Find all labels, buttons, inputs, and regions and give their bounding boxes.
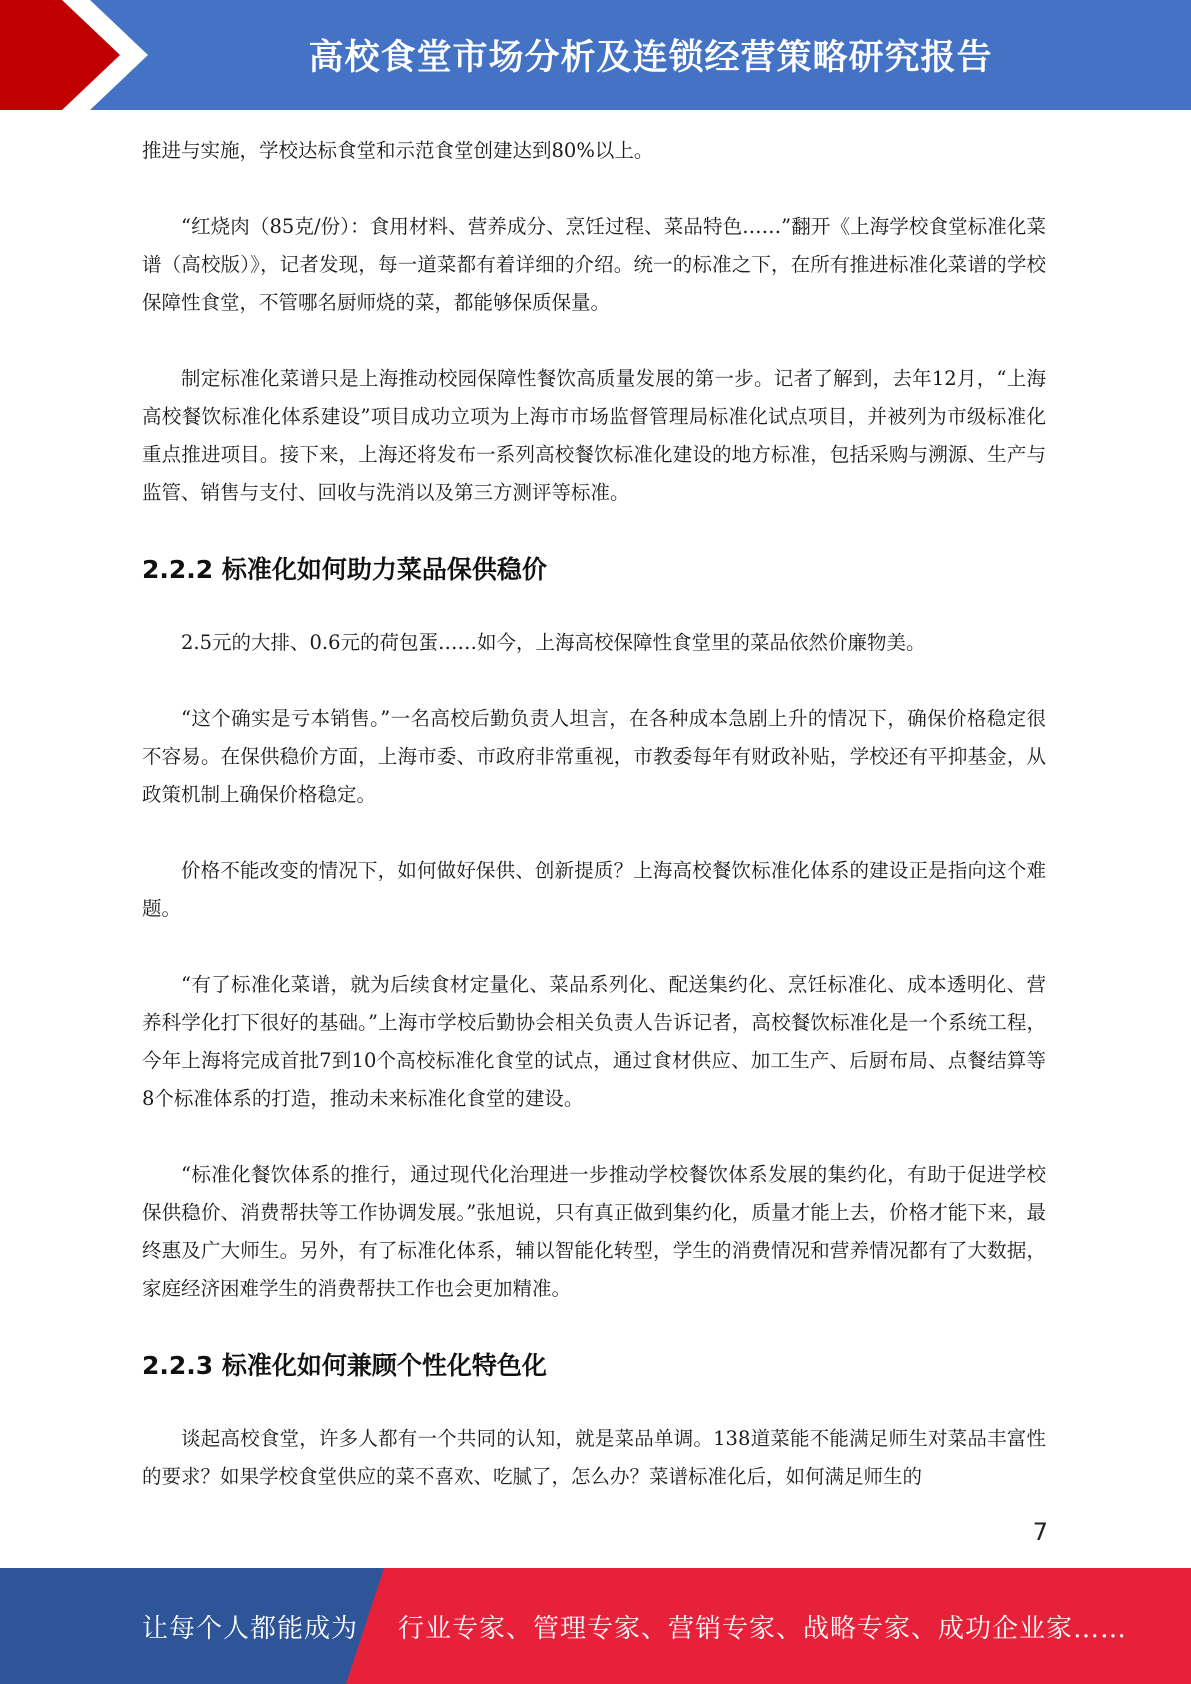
page-header (0, 0, 1191, 110)
footer-slogan-left: 让每个人都能成为 (142, 1613, 359, 1644)
paragraph: “这个确实是亏本销售。”一名高校后勤负责人坦言，在各种成本急剧上升的情况下，确保价格稳定很不容易。在保供稳价方面，上海市委、市政府非常重视，市教委每年有财政补贴，学校还有平抑基金，从政策机制上确保价格稳定。 (142, 707, 1046, 806)
paragraph: 谈起高校食堂，许多人都有一个共同的认知，就是菜品单调。138道菜能不能满足师生对菜品丰富性的要求？如果学校食堂供应的菜不喜欢、吃腻了，怎么办？菜谱标准化后，如何满足师生的 (142, 1427, 1046, 1488)
section-heading-2-2-3: 2.2.3 标准化如何兼顾个性化特色化 (142, 1351, 547, 1380)
paragraph: “红烧肉（85克/份）：食用材料、营养成分、烹饪过程、菜品特色……”翻开《上海学校食堂标准化菜谱（高校版）》，记者发现，每一道菜都有着详细的介绍。统一的标准之下，在所有推进标准化菜谱的学校保障性食堂，不管哪名厨师烧的菜，都能够保质保量。 (142, 215, 1046, 314)
report-title: 高校食堂市场分析及连锁经营策略研究报告 (308, 38, 993, 78)
page-number: 7 (1032, 1518, 1048, 1546)
paragraph: “有了标准化菜谱，就为后续食材定量化、菜品系列化、配送集约化、烹饪标准化、成本透明化、营养科学化打下很好的基础。”上海市学校后勤协会相关负责人告诉记者，高校餐饮标准化是一个系统工程，今年上海将完成首批7到10个高校标准化食堂的试点，通过食材供应、加工生产、后厨布局、点餐结算等8个标准体系的打造，推动未来标准化食堂的建设。 (142, 973, 1046, 1110)
paragraph: 2.5元的大排、0.6元的荷包蛋……如今，上海高校保障性食堂里的菜品依然价廉物美。 (181, 631, 926, 654)
paragraph: 推进与实施，学校达标食堂和示范食堂创建达到80%以上。 (142, 139, 654, 162)
paragraph: 价格不能改变的情况下，如何做好保供、创新提质？上海高校餐饮标准化体系的建设正是指向这个难题。 (142, 859, 1046, 920)
page-content (142, 132, 1046, 1534)
section-heading-2-2-2: 2.2.2 标准化如何助力菜品保供稳价 (142, 555, 547, 584)
paragraph: 制定标准化菜谱只是上海推动校园保障性餐饮高质量发展的第一步。记者了解到，去年12月，“上海高校餐饮标准化体系建设”项目成功立项为上海市市场监督管理局标准化试点项目，并被列为市级标准化重点推进项目。接下来，上海还将发布一系列高校餐饮标准化建设的地方标准，包括采购与溯源、生产与监管、销售与支付、回收与洗消以及第三方测评等标准。 (142, 367, 1046, 504)
footer-slogan-right: 行业专家、管理专家、营销专家、战略专家、成功企业家…… (398, 1613, 1128, 1644)
page-footer (0, 1568, 1191, 1684)
header-arrow-decoration (0, 0, 170, 110)
paragraph: “标准化餐饮体系的推行，通过现代化治理进一步推动学校餐饮体系发展的集约化，有助于促进学校保供稳价、消费帮扶等工作协调发展。”张旭说，只有真正做到集约化，质量才能上去，价格才能下来，最终惠及广大师生。另外，有了标准化体系，辅以智能化转型，学生的消费情况和营养情况都有了大数据，家庭经济困难学生的消费帮扶工作也会更加精准。 (142, 1163, 1046, 1300)
